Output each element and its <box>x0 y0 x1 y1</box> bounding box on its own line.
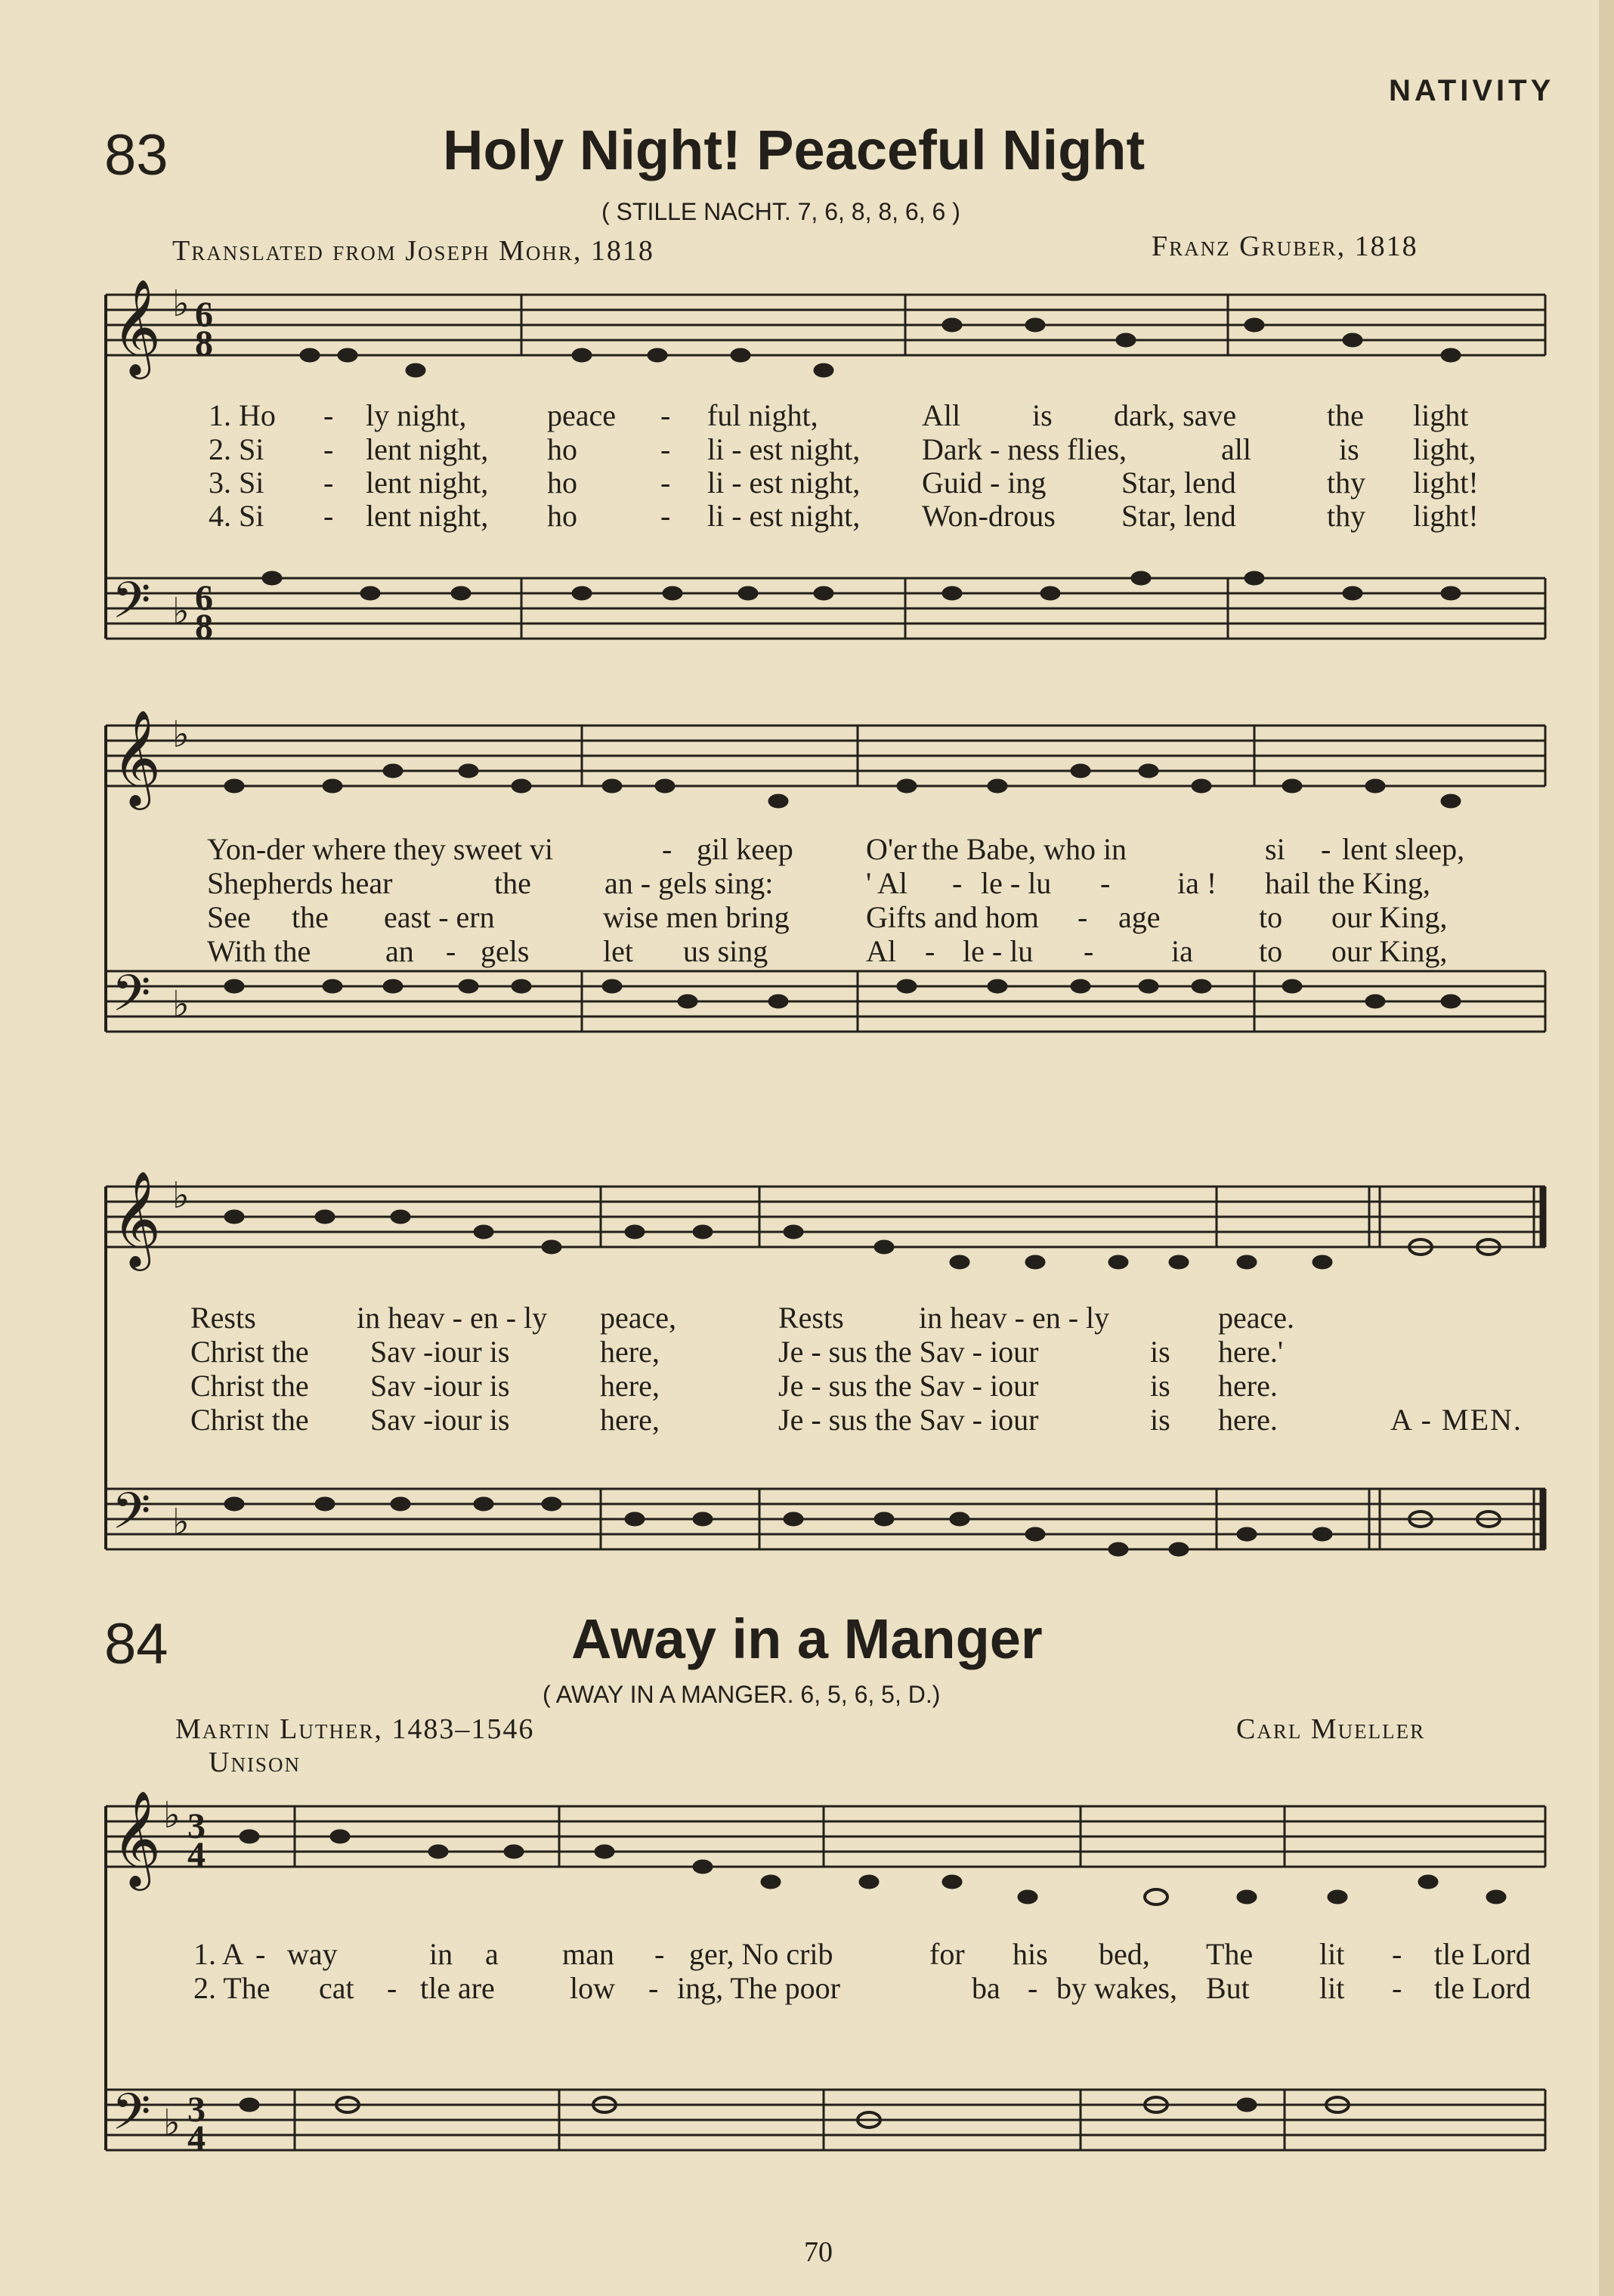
page-number: 70 <box>804 2236 833 2268</box>
direction-marking: Unison <box>209 1747 301 1778</box>
svg-text:♭: ♭ <box>172 1174 190 1217</box>
words-credit: Translated from Joseph Mohr, 1818 <box>172 235 654 267</box>
treble-clef-icon: 𝄞 <box>112 1790 162 1886</box>
music-credit: Franz Gruber, 1818 <box>1152 231 1418 262</box>
bass-clef-icon: 𝄢 <box>112 571 151 642</box>
words-credit: Martin Luther, 1483–1546 <box>175 1713 535 1745</box>
hymn-title: Holy Night! Peaceful Night <box>443 119 1146 181</box>
section-heading: NATIVITY <box>1389 74 1555 107</box>
svg-text:♭: ♭ <box>163 2102 181 2144</box>
treble-staff <box>106 295 1545 355</box>
svg-text:3: 3 <box>187 1806 206 1846</box>
tune-name: ( STILLE NACHT. 7, 6, 8, 8, 6, 6 ) <box>601 198 960 225</box>
amen-text: A - MEN. <box>1390 1403 1523 1437</box>
treble-clef-icon: 𝄞 <box>112 278 162 375</box>
svg-text:♭: ♭ <box>163 1794 181 1836</box>
svg-text:♭: ♭ <box>172 590 190 633</box>
bass-clef-icon: 𝄢 <box>112 2083 151 2153</box>
bass-clef-icon: 𝄢 <box>112 1482 151 1552</box>
hymn-number: 84 <box>104 1612 169 1676</box>
page-edge <box>1599 0 1614 2296</box>
tune-name: ( AWAY IN A MANGER. 6, 5, 6, 5, D.) <box>543 1681 941 1708</box>
svg-text:3: 3 <box>187 2090 206 2130</box>
svg-text:6: 6 <box>195 295 213 335</box>
svg-text:4: 4 <box>187 2118 206 2158</box>
treble-clef-icon: 𝄞 <box>112 709 162 806</box>
svg-text:4: 4 <box>187 1835 206 1875</box>
bass-notes <box>262 571 1461 600</box>
svg-text:6: 6 <box>195 578 213 618</box>
treble-clef-icon: 𝄞 <box>112 1170 162 1267</box>
svg-text:♭: ♭ <box>172 1501 190 1543</box>
svg-text:♭: ♭ <box>172 283 190 325</box>
svg-text:8: 8 <box>195 323 213 364</box>
hymn-number: 83 <box>104 123 169 187</box>
svg-text:8: 8 <box>195 607 213 647</box>
hymnal-page: NATIVITY 83 Holy Night! Peaceful Night ( STILLE NACHT. 7, 6, 8, 8, 6, 6 ) Translated from Joseph Mohr, 1818 Franz Gruber, 1818 𝄞 𝄢 ♭ ♭ 6 8 6 8 1. Ho - ly night, peace - ful night, All is dark, save the light 2. Si - lent night, ho - li - est night, Dark - ness flies, all is light, 3. Si - lent night, ho - li - est night, Guid - ing Star, lend thy light! 4. Si - lent night, ho - li - est night, Won-drous Star, lend thy light! 𝄞 𝄢 ♭ ♭ Yon-der where they sweet vi - gil keep O'er the Babe, who in si - lent sleep, Shepherds hear the an - gels sing: ' Al - le - lu - ia ! hail the King, See the east - ern wise men bring Gifts and hom - age to our King, With the an - gels let us sing Al - le - lu - ia to our King, 𝄞 𝄢 ♭ ♭ Rests in heav - en - ly peace, Rests in heav - en - ly peace. Christ the Sav -iour is here, Je - sus the Sav - iour is here.' Christ the Sav -iour is here, Je - sus the Sav - iour is here. Christ the Sav -iour is here, Je - sus the Sav - iour is here. A - MEN. 84 Away in a Manger ( AWAY IN A MANGER. 6, 5, 6, 5, D.) Martin Luther, 1483–1546 Carl Mueller Unison 𝄞 𝄢 ♭ ♭ 3 4 3 4 1. A - way in a man - ger, No crib for his bed, The lit - tle Lord 2. The cat - tle are low - ing, The poor ba - by wakes, But lit - tle Lord 70 <box>0 0 1614 2296</box>
bass-clef-icon: 𝄢 <box>112 964 151 1035</box>
treble-notes <box>300 318 1461 377</box>
svg-text:♭: ♭ <box>172 713 190 756</box>
hymn-title: Away in a Manger <box>571 1608 1043 1670</box>
music-credit: Carl Mueller <box>1236 1713 1426 1745</box>
svg-text:♭: ♭ <box>172 983 190 1026</box>
